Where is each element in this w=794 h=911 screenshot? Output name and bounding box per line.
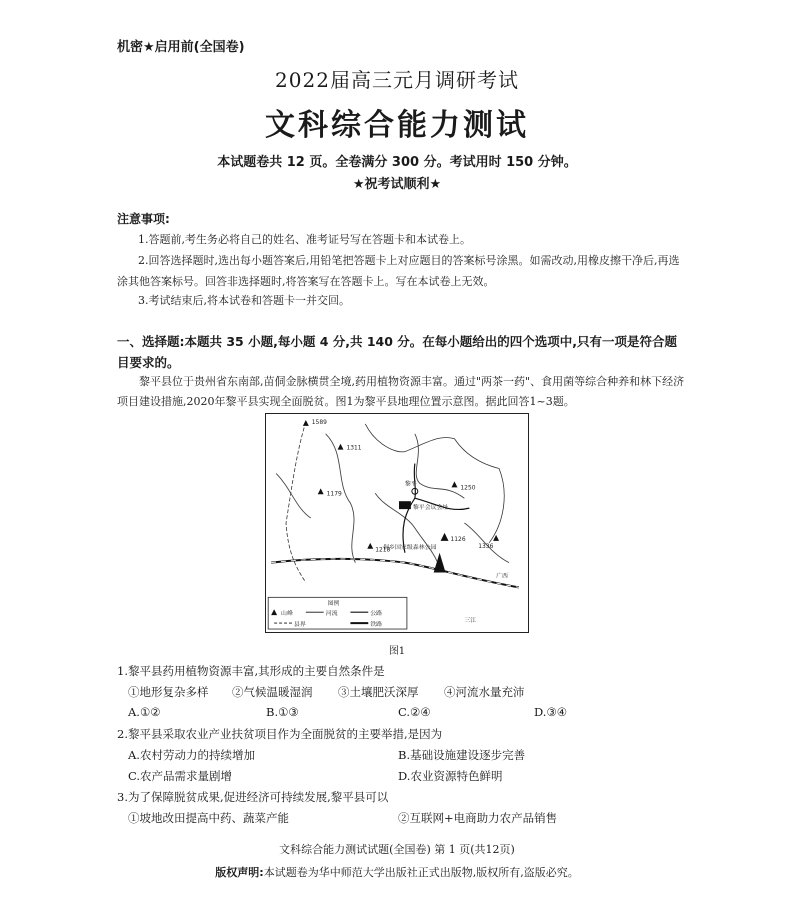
peak-1311-icon [338, 444, 344, 450]
q1-option-b[interactable]: B.①③ [266, 705, 299, 719]
q1-statement-3: ③土壤肥沃深厚 [338, 685, 419, 699]
peak-1126-icon [441, 533, 449, 541]
q1-statement-1: ①地形复杂多样 [128, 685, 209, 699]
park-label: 侗乡国家级森林公园 [383, 543, 437, 551]
question-1-stem: 1.黎平县药用植物资源丰富,其形成的主要自然条件是 [117, 664, 385, 678]
copyright-text: 本试题卷为华中师范大学出版社正式出版物,版权所有,盗版必究。 [263, 866, 579, 879]
confidential-mark: 机密★启用前(全国卷) [117, 40, 245, 55]
q1-statement-4: ④河流水量充沛 [444, 685, 525, 699]
peak-label-1311: 1311 [346, 444, 362, 452]
region-label: 广西 [496, 572, 508, 580]
blessing-line: ★祝考试顺利★ [352, 177, 442, 192]
peak-1250-icon [452, 481, 458, 487]
conference-label: 黎平会议会址 [412, 504, 449, 512]
copyright-notice [0, 864, 794, 880]
q1-option-a[interactable]: A.①② [128, 705, 161, 719]
map-legend [268, 597, 407, 629]
q3-statement-1: ①坡地改田提高中药、蔬菜产能 [128, 811, 289, 825]
legend-railway-label: 铁路 [370, 621, 383, 629]
q1-option-c[interactable]: C.②④ [398, 705, 431, 719]
q3-statement-2: ②互联网+电商助力农产品销售 [398, 811, 558, 825]
exam-title: 2022届高三元月调研考试 [275, 68, 519, 92]
q2-option-d[interactable]: D.农业资源特色鲜明 [398, 769, 503, 783]
peak-label-1179: 1179 [326, 490, 342, 498]
conference-site-icon [399, 501, 411, 509]
q1-statement-2: ②气候温暖湿润 [232, 685, 313, 699]
q2-option-c[interactable]: C.农产品需求量剧增 [128, 769, 233, 783]
county-label: 黎平 [404, 480, 417, 488]
exam-info: 本试题卷共 12 页。全卷满分 300 分。考试用时 150 分钟。 [217, 155, 577, 170]
railway [271, 559, 519, 587]
question-2-stem: 2.黎平县采取农业产业扶贫项目作为全面脱贫的主要举措,是因为 [117, 727, 443, 741]
q2-option-a[interactable]: A.农村劳动力的持续增加 [128, 748, 255, 762]
figure-caption: 图1 [388, 646, 406, 657]
section-title: 一、选择题:本题共 35 小题,每小题 4 分,共 140 分。在每小题给出的四个选项中,只有一项是符合题目要求的。 [117, 334, 678, 370]
notes-heading: 注意事项: [117, 212, 170, 226]
peak-label-1126: 1126 [450, 535, 466, 543]
legend-river-label: 河流 [325, 610, 338, 618]
page-footer: 文科综合能力测试试题(全国卷) 第 1 页(共12页) [279, 843, 515, 856]
q2-option-b[interactable]: B.基础设施建设逐步完善 [398, 748, 526, 762]
peak-label-1218: 1218 [375, 546, 391, 554]
peak-label-1589: 1589 [311, 418, 327, 426]
legend-title: 图例 [327, 600, 340, 608]
peak-1589-icon [303, 420, 309, 426]
peak-label-1336: 1336 [478, 542, 494, 550]
peak-1179-icon [318, 488, 324, 494]
copyright-label: 版权声明: [215, 866, 264, 879]
subject-title: 文科综合能力测试 [265, 108, 529, 143]
question-3-stem: 3.为了保障脱贫成果,促进经济可持续发展,黎平县可以 [117, 790, 389, 804]
park-mountain-icon [434, 553, 446, 573]
location-map-figure [265, 413, 529, 633]
note-item-2: 2.回答选择题时,选出每小题答案后,用铅笔把答题卡上对应题目的答案标号涂黑。如需改动,用橡皮擦干净后,再选涂其他答案标号。回答非选择题时,将答案写在答题卡上。写在本试卷上无效。 [117, 254, 680, 288]
peak-1218-icon [367, 543, 373, 549]
legend-peak-label: 山峰 [281, 610, 293, 618]
legend-road-label: 公路 [370, 610, 383, 618]
map-svg [266, 414, 528, 632]
note-item-1: 1.答题前,考生务必将自己的姓名、准考证号写在答题卡和本试卷上。 [138, 233, 471, 246]
legend-boundary-label: 县界 [293, 621, 306, 629]
note-item-3: 3.考试结束后,将本试卷和答题卡一并交回。 [138, 294, 350, 307]
town-label: 三江 [464, 617, 477, 625]
peak-label-1250: 1250 [460, 484, 476, 492]
passage-intro: 黎平县位于贵州省东南部,苗侗金脉横贯全境,药用植物资源丰富。通过"两茶一药"、食用菌等综合种养和林下经济项目建设措施,2020年黎平县实现全面脱贫。图1为黎平县地理位置示意图。据此回答1~3题。 [117, 375, 685, 408]
q1-option-d[interactable]: D.③④ [534, 705, 568, 719]
